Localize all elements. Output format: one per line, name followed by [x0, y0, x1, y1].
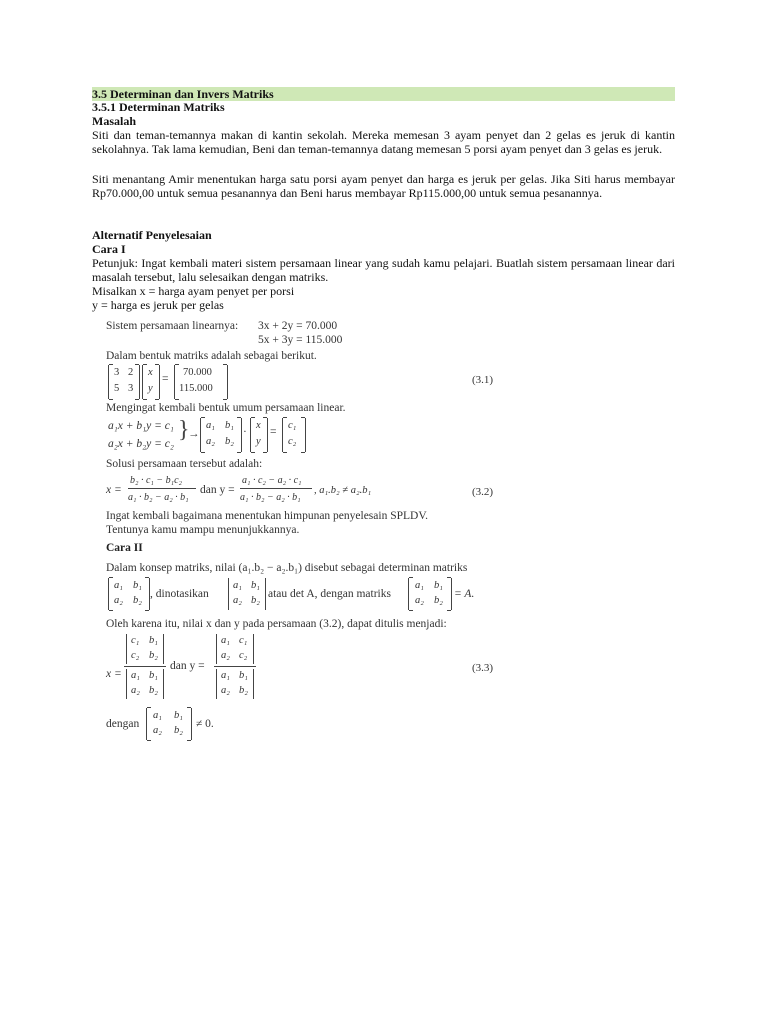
determinant-concept-text: Dalam konsep matriks, nilai (a₁.b₂ − a₂.b₁) disebut sebagai determinan matriks [106, 562, 468, 574]
matrix-cell: b₂ [251, 595, 260, 606]
problem-paragraph-1: Siti dan teman-temannya makan di kantin sekolah. Mereka memesan 3 ayam penyet dan 2 gelas es jeruk di kantin sekolahnya. Tak lama kemudian, Beni dan teman-temannya datang memesan 5 porsi ayam penyet dan 3 gelas es jeruk. [92, 128, 675, 156]
general-variable-vector [250, 418, 268, 452]
equation-1: 3x + 2y = 70.000 [258, 320, 338, 332]
matrix-cell: 3 [114, 367, 120, 378]
cara1-label: Cara I [92, 242, 126, 256]
matrix-cell: b₁ [149, 670, 158, 681]
matrix-cell: c₁ [288, 420, 297, 431]
matrix-cell: c₂ [239, 650, 248, 661]
general-equation-2: a₂x + b₂y = c₂ [108, 438, 174, 450]
matrix-cell: a₁ [221, 670, 230, 681]
matrix-cell: c₂ [288, 436, 297, 447]
matrix-cell: a₁ [233, 580, 242, 591]
y-numerator: a₁ · c₂ − a₂ · c₁ [242, 475, 302, 486]
matrix-cell: 70.000 [183, 367, 212, 378]
matrix-cell: x [256, 420, 261, 431]
matrix-cell: a₂ [415, 595, 424, 606]
alternatif-label: Alternatif Penyelesaian [92, 228, 212, 242]
coefficient-matrix [108, 365, 140, 399]
general-coefficient-matrix [200, 418, 242, 452]
matrix-cell: b₁ [133, 580, 142, 591]
matrix-cell: 5 [114, 383, 120, 394]
matrix-cell: a₂ [233, 595, 242, 606]
matrix-cell: b₂ [225, 436, 234, 447]
atau-det-label: atau det A, dengan matriks [268, 588, 391, 600]
y-numerator-determinant [216, 634, 254, 664]
constant-vector [174, 365, 228, 399]
cara2-label: Cara II [106, 542, 143, 554]
matrix-cell: b₁ [239, 670, 248, 681]
petunjuk-paragraph: Petunjuk: Ingat kembali materi sistem persamaan linear yang sudah kamu pelajari. Buatlah sistem persamaan linear dari masalah tersebut, lalu selesaikan dengan matriks. [92, 256, 675, 284]
x-denominator: a₁ · b₂ − a₂ · b₁ [128, 492, 189, 503]
x-numerator: b₂ · c₁ − b₁c₂ [130, 475, 183, 486]
matrix-form-label: Dalam bentuk matriks adalah sebagai berikut. [106, 350, 317, 362]
equation-2: 5x + 3y = 115.000 [258, 334, 343, 346]
matrix-cell: b₁ [251, 580, 260, 591]
y-equals-label: dan y = [170, 660, 205, 672]
matrix-cell: c₁ [131, 635, 140, 646]
matrix-cell: a₁ [206, 420, 215, 431]
solution-condition: , a₁.b₂ ≠ a₂.b₁ [314, 485, 372, 496]
matrix-cell: 2 [128, 367, 134, 378]
masalah-label: Masalah [92, 114, 137, 128]
section-heading: 3.5 Determinan dan Invers Matriks [92, 87, 675, 101]
matrix-cell: 3 [128, 383, 134, 394]
ingat-line-1: Ingat kembali bagaimana menentukan himpunan penyelesain SPLDV. [106, 510, 429, 522]
matrix-cell: b₂ [133, 595, 142, 606]
matrix-cell: a₁ [153, 710, 162, 721]
equation-number-3-2: (3.2) [472, 486, 494, 498]
matrix-cell: b₁ [174, 710, 183, 721]
subsection-heading: 3.5.1 Determinan Matriks [92, 100, 225, 114]
determinant-a-bars [228, 578, 266, 610]
matrix-cell: a₂ [114, 595, 123, 606]
ingat-line-2: Tentunya kamu mampu menunjukkannya. [106, 524, 300, 536]
x-equals-label: x = [106, 668, 122, 680]
matrix-cell: a₁ [415, 580, 424, 591]
matrix-cell: b₂ [174, 725, 183, 736]
matrix-cell: 115.000 [179, 383, 213, 394]
not-zero-label: ≠ 0. [196, 718, 214, 730]
misal-x-line: Misalkan x = harga ayam penyet per porsi [92, 284, 295, 298]
matrix-cell: b₂ [149, 685, 158, 696]
dengan-label: dengan [106, 718, 140, 730]
problem-paragraph-2: Siti menantang Amir menentukan harga satu porsi ayam penyet dan harga es jeruk per gelas. Jika Siti harus membayar Rp70.000,00 untuk semua pesanannya dan Beni harus membayar Rp115.000,00 untuk semua pesanannya. [92, 172, 675, 200]
variable-vector [142, 365, 160, 399]
equation-number-3-3: (3.3) [472, 662, 494, 674]
dinotasikan-label: , dinotasikan [150, 588, 209, 600]
matrix-cell: b₁ [434, 580, 443, 591]
matrix-cell: a₂ [206, 436, 215, 447]
matrix-cell: a₁ [114, 580, 123, 591]
and-y-label: dan y = [200, 484, 235, 496]
spl-label: Sistem persamaan linearnya: [106, 320, 239, 332]
equals-a-label: = A. [454, 588, 475, 600]
matrix-cell: a₁ [221, 635, 230, 646]
matrix-cell: y [148, 383, 153, 394]
matrix-cell: b₂ [149, 650, 158, 661]
matrix-cell: c₂ [131, 650, 140, 661]
y-denominator: a₁ · b₂ − a₂ · b₁ [240, 492, 301, 503]
matrix-cell: y [256, 436, 261, 447]
matrix-cell: c₁ [239, 635, 248, 646]
matrix-cell: b₁ [149, 635, 158, 646]
general-constant-vector [282, 418, 306, 452]
matrix-cell: a₂ [221, 650, 230, 661]
therefore-text: Oleh karena itu, nilai x dan y pada persamaan (3.2), dapat ditulis menjadi: [106, 618, 447, 630]
matrix-a-definition [408, 578, 452, 610]
matrix-cell: a₁ [131, 670, 140, 681]
general-form-label: Mengingat kembali bentuk umum persamaan linear. [106, 402, 346, 414]
matrix-a-bracket [108, 578, 150, 610]
nonzero-determinant-matrix [146, 708, 192, 740]
equation-number-3-1: (3.1) [472, 374, 494, 386]
arrow-icon: → [188, 428, 200, 440]
matrix-cell: b₂ [434, 595, 443, 606]
general-equation-1: a₁x + b₁y = c₁ [108, 420, 174, 432]
matrix-cell: x [148, 367, 153, 378]
scanned-math-excerpt: Sistem persamaan linearnya: 3x + 2y = 70.000 5x + 3y = 115.000 Dalam bentuk matriks adalah sebagai berikut. 3 2 5 3 x y = 70.000 115.000 (3.1) Mengingat kembali bentuk umum persamaan linear. a₁x + b₁y = c₁ a₂x + b₂y = c₂ } → a₁ b₁ a₂ b₂ · x y = c₁ c₂ Solusi persamaan tersebut adalah: x = b₂ · c₁ − b₁c₂ a₁ · b₂ − a₂ · b₁ dan y = a₁ · c₂ − a₂ · c₁ a₁ · b₂ − a₂ · b₁ , a₁.b₂ ≠ a₂.b₁ (3.2) Ingat kembali bagaimana menentukan himpunan penyelesain SPLDV. Tentunya kamu mampu menunjukkannya. Cara II Dalam konsep matriks, nilai (a₁.b₂ − a₂.b₁) disebut sebagai determinan matriks a₁ b₁ a₂ b₂ , dinotasikan a₁ b₁ a₂ b₂ atau det A, dengan matriks a₁ b₁ a₂ b₂ = A. Oleh karena itu, nilai x dan y pada persamaan (3.2), dapat ditulis menjadi: x = c₁ b₁ c₂ b₂ a₁ b₁ a₂ b₂ dan y = a₁ c₁ a₂ c₂ a₁ b₁ a₂ b₂ (3.3) dengan a₁ b₁ a₂ b₂ ≠ 0. [104, 316, 504, 756]
solution-label: Solusi persamaan tersebut adalah: [106, 458, 263, 470]
x-denominator-determinant [126, 669, 164, 699]
misal-y-line: y = harga es jeruk per gelas [92, 298, 224, 312]
matrix-cell: b₁ [225, 420, 234, 431]
x-numerator-determinant [126, 634, 164, 664]
matrix-cell: a₂ [153, 725, 162, 736]
matrix-cell: a₂ [221, 685, 230, 696]
y-denominator-determinant [216, 669, 254, 699]
matrix-cell: b₂ [239, 685, 248, 696]
matrix-cell: a₂ [131, 685, 140, 696]
